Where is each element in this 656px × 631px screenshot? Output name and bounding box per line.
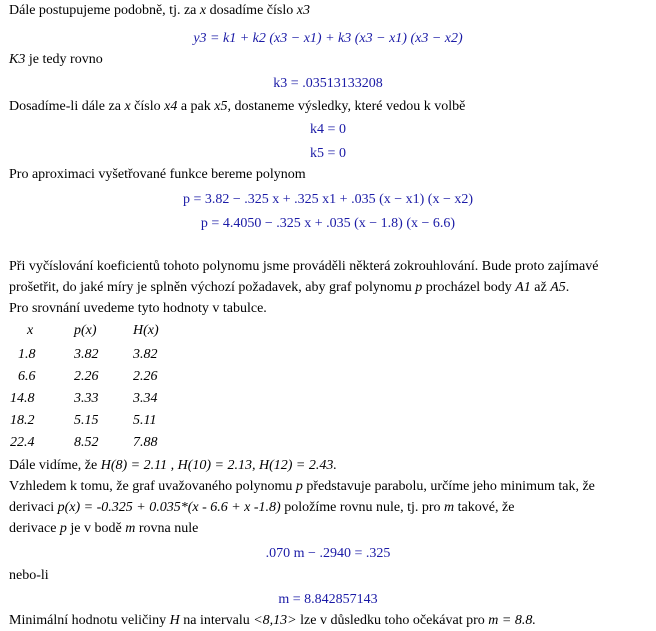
text: Dále vidíme, že: [9, 458, 101, 473]
text: , dostaneme výsledky, které vedou k volbě: [227, 99, 466, 114]
table-cell: 6.6: [18, 369, 36, 384]
table-header-px: p(x): [74, 323, 97, 338]
var: K3: [9, 52, 26, 67]
text: rovna nule: [135, 521, 199, 536]
text-line-3: [9, 98, 656, 115]
text-line-2: [9, 51, 656, 68]
text: Minimální hodnotu veličiny: [9, 613, 170, 628]
text: derivace: [9, 521, 60, 536]
text: představuje parabolu, určíme jeho minimum tak, že: [302, 479, 595, 494]
var: A5: [550, 280, 566, 295]
eq-text: k3 = .03513133208: [273, 76, 383, 91]
text: prošetřit, do jaké míry je splněn výchozí požadavek, aby graf polynomu: [9, 280, 416, 295]
table-cell: 2.26: [133, 369, 158, 384]
math-inline: H(8) = 2.11 , H(10) = 2.13, H(12) = 2.43.: [100, 458, 337, 473]
var: H: [169, 613, 180, 628]
table-cell: 5.11: [133, 413, 157, 428]
equation-m1: .070 m − .2940 = .325: [265, 546, 391, 561]
text-line-9: [9, 478, 656, 495]
math-inline: p(x) = -0.325 + 0.035*(x - 6.6 + x -1.8): [57, 500, 281, 515]
table-cell: 22.4: [10, 435, 35, 450]
text: lze v důsledku toho očekávat pro: [296, 613, 489, 628]
table-cell: 3.33: [74, 391, 99, 406]
text: je tedy rovno: [25, 52, 103, 67]
text-line-11: [9, 520, 656, 537]
text: Dále postupujeme podobně, tj. za: [9, 3, 200, 18]
text-line-6: [9, 279, 656, 296]
text-line-5: Při vyčíslování koeficientů tohoto polynomu jsme prováděli některá zokrouhlování. Bude proto zajímavé: [9, 259, 599, 274]
text: dosadíme číslo: [206, 3, 297, 18]
equation-m2: m = 8.842857143: [278, 592, 378, 607]
text: .: [565, 280, 570, 295]
equation-k4: k4 = 0: [310, 122, 346, 137]
text: takové, že: [454, 500, 515, 515]
equation-p1: p = 3.82 − .325 x + .325 x1 + .035 (x − x1) (x − x2): [182, 192, 474, 207]
var: A1: [515, 280, 531, 295]
text-line-8: [9, 457, 656, 474]
text-line-4: Pro aproximaci vyšetřované funkce bereme polynom: [9, 167, 306, 182]
equation-p2: p = 4.4050 − .325 x + .035 (x − 1.8) (x − 6.6): [200, 216, 456, 231]
math-inline: <8,13>: [253, 613, 297, 628]
var: m: [125, 521, 136, 536]
text-line-12: nebo-li: [9, 568, 49, 583]
var: x5: [214, 99, 228, 114]
table-cell: 7.88: [133, 435, 158, 450]
text-line-13: [9, 612, 656, 629]
var: p: [415, 280, 423, 295]
table-cell: 18.2: [10, 413, 35, 428]
var: x4: [164, 99, 178, 114]
var: x: [124, 99, 131, 114]
var: x3: [296, 3, 310, 18]
text: až: [530, 280, 551, 295]
text: Vzhledem k tomu, že graf uvažovaného polynomu: [9, 479, 296, 494]
equation-y3: y3 = k1 + k2 (x3 − x1) + k3 (x3 − x1) (x3 − x2): [193, 31, 463, 46]
table-cell: 1.8: [18, 347, 36, 362]
text-line-10: [9, 499, 656, 516]
text: procházel body: [422, 280, 516, 295]
text-line-7: Pro srovnání uvedeme tyto hodnoty v tabulce.: [9, 301, 267, 316]
table-cell: 3.82: [133, 347, 158, 362]
table-cell: 3.82: [74, 347, 99, 362]
text: číslo: [130, 99, 165, 114]
table-header-x: x: [27, 323, 34, 338]
table-header-hx: H(x): [133, 323, 159, 338]
var: p: [59, 521, 67, 536]
math-inline: m = 8.8.: [488, 613, 536, 628]
text: na intervalu: [179, 613, 254, 628]
var: x: [199, 3, 207, 18]
text: položíme rovnu nule, tj. pro: [280, 500, 445, 515]
equation-k5: k5 = 0: [310, 146, 346, 161]
text: Dosadíme-li dále za: [9, 99, 125, 114]
table-cell: 8.52: [74, 435, 99, 450]
text: derivaci: [9, 500, 58, 515]
var: m: [444, 500, 455, 515]
table-cell: 5.15: [74, 413, 99, 428]
table-cell: 3.34: [133, 391, 158, 406]
text: a pak: [177, 99, 215, 114]
text: je v bodě: [66, 521, 126, 536]
equation-k3: [0, 75, 656, 92]
table-cell: 2.26: [74, 369, 99, 384]
var: p: [295, 479, 303, 494]
table-cell: 14.8: [10, 391, 35, 406]
text-line-1: [9, 2, 656, 19]
